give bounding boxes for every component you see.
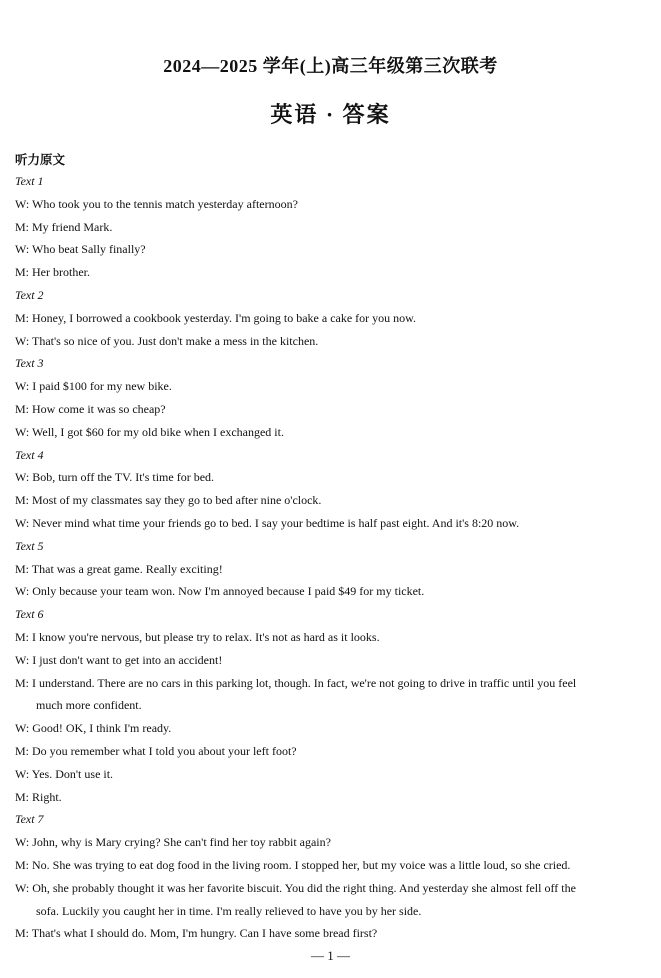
text-label: Text 3 [15, 356, 44, 371]
transcript-line: M: Do you remember what I told you about your left foot? [15, 744, 297, 758]
transcript-line: sofa. Luckily you caught her in time. I'm really relieved to have you by her side. [36, 903, 422, 918]
transcript-line: W: Only because your team won. Now I'm annoyed because I paid $49 for my ticket. [15, 584, 425, 599]
text-label: Text 6 [15, 607, 44, 622]
transcript-line: M: I know you're nervous, but please try to relax. It's not as hard as it looks. [15, 630, 380, 644]
transcript-line: W: Good! OK, I think I'm ready. [15, 721, 172, 736]
transcript-line: W: Oh, she probably thought it was her favorite biscuit. You did the right thing. And yesterday she almost fell off the [15, 880, 576, 895]
transcript-line: W: Never mind what time your friends go to bed. I say your bedtime is half past eight. And it's 8:20 now. [15, 516, 520, 530]
transcript-line: M: I understand. There are no cars in this parking lot, though. In fact, we're not going to drive in traffic until you feel [15, 675, 577, 690]
transcript-line: M: How come it was so cheap? [15, 402, 166, 416]
transcript-line: M: No. She was trying to eat dog food in the living room. I stopped her, but my voice was a little loud, so she cried. [15, 858, 571, 872]
text-label: Text 2 [15, 288, 44, 302]
transcript-line: W: I just don't want to get into an accident! [15, 652, 223, 667]
text-label: Text 4 [15, 447, 44, 462]
section-title: 听力原文 [15, 152, 66, 167]
transcript-line: W: Bob, turn off the TV. It's time for bed. [15, 470, 215, 485]
transcript-line: M: That's what I should do. Mom, I'm hungry. Can I have some bread first? [15, 926, 378, 941]
text-label: Text 7 [15, 812, 44, 827]
transcript-line: much more confident. [36, 698, 142, 713]
transcript-line: M: Most of my classmates say they go to bed after nine o'clock. [15, 493, 322, 508]
transcript-line: W: Yes. Don't use it. [15, 766, 114, 781]
transcript-line: W: Who took you to the tennis match yesterday afternoon? [15, 196, 298, 211]
page-title: 2024—2025 学年(上)高三年级第三次联考 [163, 56, 498, 76]
text-label: Text 5 [15, 538, 44, 553]
transcript-line: M: Right. [15, 789, 62, 804]
transcript-line: W: I paid $100 for my new bike. [15, 379, 172, 394]
transcript-line: W: John, why is Mary crying? She can't find her toy rabbit again? [15, 835, 331, 850]
text-label: Text 1 [15, 174, 44, 188]
transcript-line: M: My friend Mark. [15, 219, 113, 234]
transcript-line: W: That's so nice of you. Just don't make a mess in the kitchen. [15, 333, 319, 348]
transcript-line: W: Who beat Sally finally? [15, 242, 146, 257]
page-number: — 1 — [311, 948, 350, 963]
transcript-line: M: Honey, I borrowed a cookbook yesterday. I'm going to bake a cake for you now. [15, 310, 417, 325]
transcript-line: M: That was a great game. Really exciting! [15, 561, 223, 576]
transcript-line: W: Well, I got $60 for my old bike when I exchanged it. [15, 424, 284, 439]
transcript-line: M: Her brother. [15, 265, 90, 280]
page-subtitle: 英语 · 答案 [270, 102, 391, 127]
